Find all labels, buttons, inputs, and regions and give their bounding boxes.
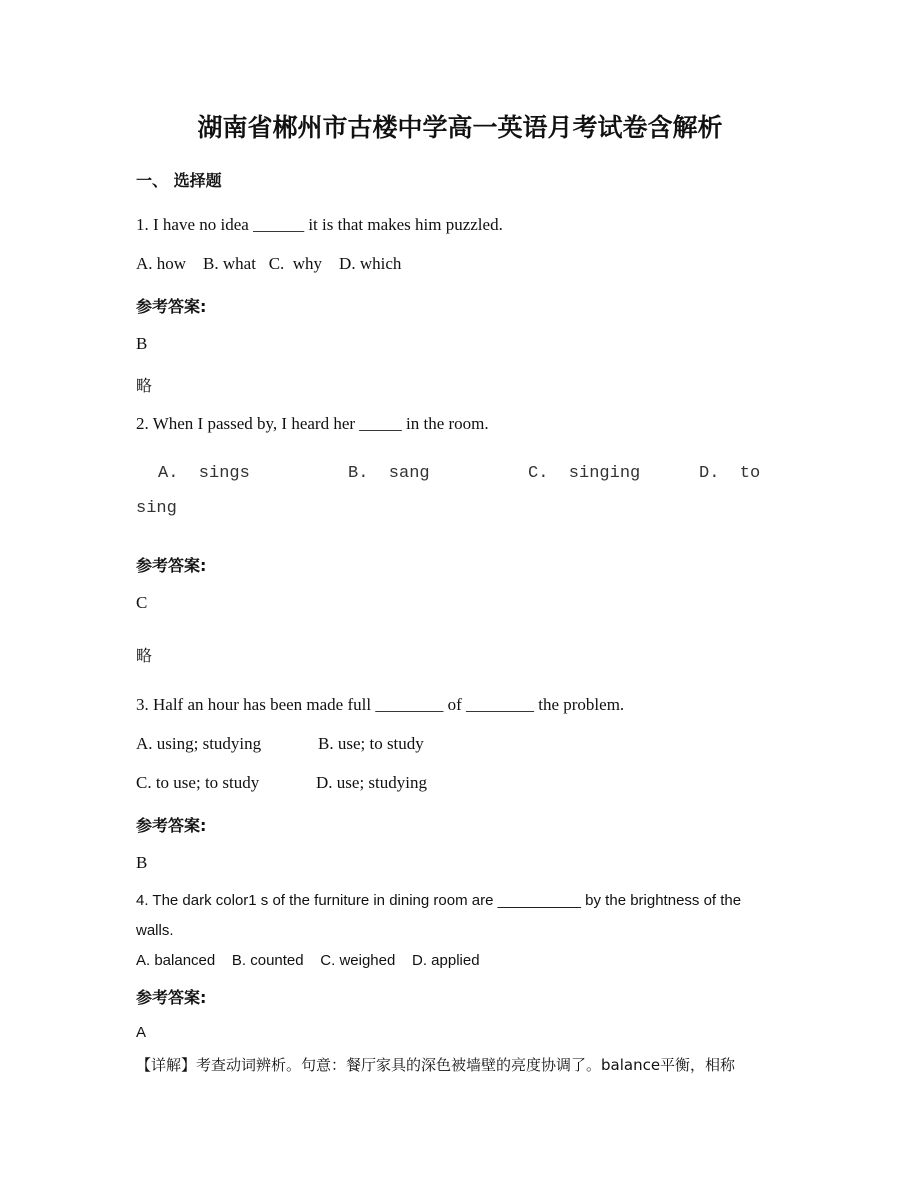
question-3-answer-label: 参考答案: xyxy=(136,816,207,835)
question-3-option-b: B. use; to study xyxy=(318,734,424,753)
question-2-option-b: B. sang xyxy=(348,464,430,483)
question-2-answer-label: 参考答案: xyxy=(136,556,207,575)
question-3-option-a: A. using; studying xyxy=(136,734,262,753)
section-heading: 一、 选择题 xyxy=(136,171,222,190)
question-3-option-d: D. use; studying xyxy=(316,773,427,792)
question-4-answer: A xyxy=(136,1024,147,1041)
question-4-stem-line-2: walls. xyxy=(136,922,174,939)
question-3-option-c: C. to use; to study xyxy=(136,773,260,792)
question-2-option-d: D. to xyxy=(699,464,761,483)
question-4-answer-label: 参考答案: xyxy=(136,988,207,1007)
page-title: 湖南省郴州市古楼中学高一英语月考试卷含解析 xyxy=(197,113,723,142)
question-4-options: A. balanced B. counted C. weighed D. applied xyxy=(136,952,480,969)
question-3-answer: B xyxy=(136,853,148,872)
question-2-stem: 2. When I passed by, I heard her _____ in the room. xyxy=(136,414,489,433)
question-1-answer: B xyxy=(136,334,148,353)
question-3-stem: 3. Half an hour has been made full ________ of ________ the problem. xyxy=(136,695,625,714)
question-2-note: 略 xyxy=(136,646,153,665)
question-1-note: 略 xyxy=(136,376,153,395)
question-1-options: A. how B. what C. why D. which xyxy=(136,254,402,273)
question-2-option-d-continued: sing xyxy=(136,499,177,518)
question-4-stem-line-1: 4. The dark color1 s of the furniture in dining room are __________ by the brightness of the xyxy=(136,892,742,909)
question-2-option-a: A. sings xyxy=(158,464,250,483)
question-1-answer-label: 参考答案: xyxy=(136,297,207,316)
question-2-answer: C xyxy=(136,593,148,612)
question-2-option-c: C. singing xyxy=(528,464,641,483)
question-1-stem: 1. I have no idea ______ it is that makes him puzzled. xyxy=(136,215,503,234)
question-4-explanation: 【详解】考查动词辨析。句意：餐厅家具的深色被墙壁的亮度协调了。balance平衡，相称 xyxy=(136,1056,736,1074)
